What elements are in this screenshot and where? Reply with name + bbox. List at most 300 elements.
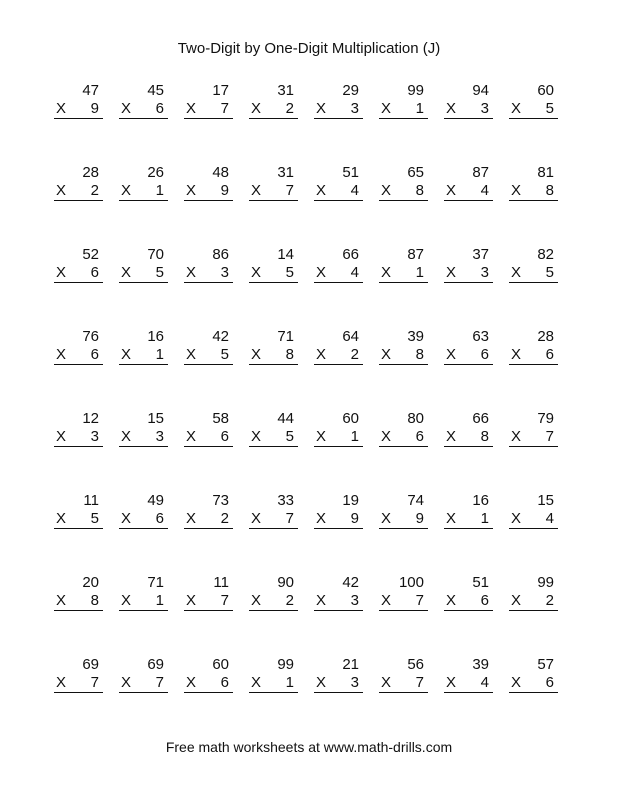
multiplicand: 12	[82, 410, 99, 427]
problem-7-5	[314, 570, 363, 652]
multiply-sign: X	[511, 674, 522, 691]
multiplier: 1	[350, 428, 359, 445]
multiplicand: 51	[342, 164, 359, 181]
multiply-sign: X	[56, 428, 67, 445]
multiplier-line	[184, 428, 233, 447]
multiplier: 9	[415, 510, 424, 527]
multiplicand: 42	[212, 328, 229, 345]
multiply-sign: X	[446, 100, 457, 117]
multiplier-line	[444, 264, 493, 283]
multiplier-line	[54, 182, 103, 201]
problem-3-3	[184, 242, 233, 324]
problem-4-2	[119, 324, 168, 406]
multiplier-line	[54, 674, 103, 693]
problem-row-7	[54, 570, 564, 652]
problem-6-6	[379, 488, 428, 570]
multiplicand: 52	[82, 246, 99, 263]
multiplier-line	[54, 428, 103, 447]
multiplier-line	[119, 100, 168, 119]
problem-1-1	[54, 78, 103, 160]
multiplier-line	[249, 428, 298, 447]
multiplier-line	[314, 592, 363, 611]
multiply-sign: X	[251, 592, 262, 609]
multiply-sign: X	[121, 592, 132, 609]
multiply-sign: X	[121, 182, 132, 199]
multiplicand: 11	[213, 574, 229, 591]
multiplicand: 69	[147, 656, 164, 673]
multiplicand: 69	[82, 656, 99, 673]
multiplier-line	[444, 428, 493, 447]
multiply-sign: X	[316, 182, 327, 199]
multiply-sign: X	[186, 100, 197, 117]
multiplier-line	[444, 182, 493, 201]
multiply-sign: X	[511, 428, 522, 445]
multiplier: 1	[415, 264, 424, 281]
multiplicand: 16	[472, 492, 489, 509]
problem-6-3	[184, 488, 233, 570]
multiply-sign: X	[511, 264, 522, 281]
multiply-sign: X	[446, 510, 457, 527]
multiplicand: 56	[407, 656, 424, 673]
multiplier-line	[249, 510, 298, 529]
multiplicand: 80	[407, 410, 424, 427]
multiplier-line	[444, 592, 493, 611]
problem-8-2	[119, 652, 168, 734]
problem-1-6	[379, 78, 428, 160]
multiplier: 7	[220, 592, 229, 609]
multiplier: 2	[285, 592, 294, 609]
multiplier-line	[119, 264, 168, 283]
multiply-sign: X	[186, 674, 197, 691]
problem-2-8	[509, 160, 558, 242]
problem-2-2	[119, 160, 168, 242]
multiplicand: 71	[277, 328, 294, 345]
multiply-sign: X	[381, 428, 392, 445]
problem-7-8	[509, 570, 558, 652]
problem-row-1	[54, 78, 564, 160]
multiplicand: 39	[472, 656, 489, 673]
multiplicand: 17	[212, 82, 229, 99]
multiplicand: 99	[277, 656, 294, 673]
multiply-sign: X	[186, 592, 197, 609]
multiplier-line	[249, 182, 298, 201]
multiplier-line	[509, 674, 558, 693]
multiplicand: 26	[147, 164, 164, 181]
multiplicand: 99	[537, 574, 554, 591]
multiplier-line	[509, 510, 558, 529]
multiplier-line	[314, 674, 363, 693]
multiplier: 3	[350, 592, 359, 609]
problem-2-7	[444, 160, 493, 242]
multiplicand: 94	[472, 82, 489, 99]
multiplicand: 28	[82, 164, 99, 181]
multiplier-line	[379, 592, 428, 611]
multiply-sign: X	[446, 264, 457, 281]
multiplier: 7	[545, 428, 554, 445]
multiply-sign: X	[56, 182, 67, 199]
multiply-sign: X	[316, 264, 327, 281]
multiplicand: 60	[342, 410, 359, 427]
multiplicand: 60	[537, 82, 554, 99]
multiplier: 7	[285, 182, 294, 199]
multiplier: 6	[90, 346, 99, 363]
multiplicand: 47	[82, 82, 99, 99]
multiply-sign: X	[186, 182, 197, 199]
problem-5-7	[444, 406, 493, 488]
multiplier: 3	[155, 428, 164, 445]
multiplicand: 44	[277, 410, 294, 427]
problem-2-4	[249, 160, 298, 242]
multiplier: 8	[545, 182, 554, 199]
multiplier-line	[379, 100, 428, 119]
problem-4-8	[509, 324, 558, 406]
multiplier-line	[54, 592, 103, 611]
multiply-sign: X	[511, 100, 522, 117]
multiplier: 6	[90, 264, 99, 281]
multiplier: 5	[545, 264, 554, 281]
multiplier: 6	[545, 674, 554, 691]
problem-4-3	[184, 324, 233, 406]
problem-1-7	[444, 78, 493, 160]
problem-5-2	[119, 406, 168, 488]
multiplier-line	[379, 346, 428, 365]
multiplier: 2	[545, 592, 554, 609]
multiplier-line	[119, 510, 168, 529]
multiply-sign: X	[381, 346, 392, 363]
multiplier-line	[119, 592, 168, 611]
multiply-sign: X	[121, 674, 132, 691]
multiplier-line	[509, 100, 558, 119]
multiplier-line	[444, 510, 493, 529]
worksheet-title: Two-Digit by One-Digit Multiplication (J)	[177, 40, 441, 57]
multiplier: 1	[285, 674, 294, 691]
multiplicand: 20	[82, 574, 99, 591]
problem-6-2	[119, 488, 168, 570]
multiplicand: 37	[472, 246, 489, 263]
footer-credit: Free math worksheets at www.math-drills.com	[165, 739, 453, 755]
multiply-sign: X	[121, 100, 132, 117]
multiply-sign: X	[251, 674, 262, 691]
multiplier: 6	[155, 510, 164, 527]
multiplier-line	[379, 510, 428, 529]
problem-row-8	[54, 652, 564, 734]
multiply-sign: X	[121, 510, 132, 527]
multiplier-line	[444, 346, 493, 365]
problem-3-2	[119, 242, 168, 324]
problem-3-5	[314, 242, 363, 324]
multiplicand: 21	[342, 656, 359, 673]
problem-6-7	[444, 488, 493, 570]
multiply-sign: X	[381, 592, 392, 609]
multiplier-line	[314, 182, 363, 201]
multiplier: 6	[415, 428, 424, 445]
multiply-sign: X	[251, 510, 262, 527]
multiplier-line	[249, 264, 298, 283]
problem-8-5	[314, 652, 363, 734]
multiplicand: 99	[407, 82, 424, 99]
multiply-sign: X	[511, 592, 522, 609]
multiplier: 6	[480, 592, 489, 609]
multiplier: 2	[220, 510, 229, 527]
multiplicand: 87	[472, 164, 489, 181]
multiply-sign: X	[186, 510, 197, 527]
multiplier-line	[54, 100, 103, 119]
problem-3-8	[509, 242, 558, 324]
problem-1-3	[184, 78, 233, 160]
multiplier: 5	[285, 428, 294, 445]
multiply-sign: X	[381, 182, 392, 199]
problem-row-6	[54, 488, 564, 570]
multiplicand: 73	[212, 492, 229, 509]
multiplier: 5	[155, 264, 164, 281]
multiplier-line	[249, 346, 298, 365]
multiplier-line	[509, 428, 558, 447]
multiplicand: 64	[342, 328, 359, 345]
multiply-sign: X	[251, 182, 262, 199]
problem-2-1	[54, 160, 103, 242]
multiplicand: 14	[277, 246, 294, 263]
multiplier-line	[314, 100, 363, 119]
multiplicand: 15	[537, 492, 554, 509]
multiplicand: 57	[537, 656, 554, 673]
problem-2-6	[379, 160, 428, 242]
multiply-sign: X	[316, 346, 327, 363]
problem-3-6	[379, 242, 428, 324]
multiply-sign: X	[251, 346, 262, 363]
multiplier: 8	[90, 592, 99, 609]
problem-7-4	[249, 570, 298, 652]
problem-row-2	[54, 160, 564, 242]
problem-4-5	[314, 324, 363, 406]
multiplier: 5	[285, 264, 294, 281]
multiplier-line	[379, 674, 428, 693]
multiply-sign: X	[56, 346, 67, 363]
multiply-sign: X	[446, 592, 457, 609]
multiplicand: 100	[398, 574, 424, 591]
multiplicand: 16	[147, 328, 164, 345]
problem-1-5	[314, 78, 363, 160]
multiplier-line	[184, 182, 233, 201]
multiplier: 2	[350, 346, 359, 363]
problem-7-7	[444, 570, 493, 652]
multiplier-line	[249, 100, 298, 119]
multiplier-line	[509, 264, 558, 283]
problem-8-3	[184, 652, 233, 734]
multiply-sign: X	[121, 428, 132, 445]
multiplier: 7	[220, 100, 229, 117]
multiplier: 6	[220, 674, 229, 691]
problem-8-4	[249, 652, 298, 734]
multiplicand: 31	[277, 82, 294, 99]
multiplier: 3	[90, 428, 99, 445]
multiplier-line	[184, 674, 233, 693]
problem-6-5	[314, 488, 363, 570]
multiplicand: 31	[277, 164, 294, 181]
multiplicand: 60	[212, 656, 229, 673]
problem-8-8	[509, 652, 558, 734]
problem-row-3	[54, 242, 564, 324]
multiplier: 8	[415, 182, 424, 199]
multiplier-line	[314, 346, 363, 365]
multiplier: 3	[220, 264, 229, 281]
multiplier-line	[184, 592, 233, 611]
multiplier: 9	[90, 100, 99, 117]
multiplicand: 66	[472, 410, 489, 427]
multiplier-line	[444, 674, 493, 693]
multiply-sign: X	[186, 264, 197, 281]
multiply-sign: X	[316, 100, 327, 117]
multiplier: 7	[155, 674, 164, 691]
problem-5-3	[184, 406, 233, 488]
multiplier: 3	[480, 100, 489, 117]
multiplier-line	[119, 182, 168, 201]
problem-7-2	[119, 570, 168, 652]
multiplicand: 51	[472, 574, 489, 591]
multiply-sign: X	[316, 592, 327, 609]
multiplicand: 65	[407, 164, 424, 181]
problem-7-6	[379, 570, 428, 652]
multiplicand: 76	[82, 328, 99, 345]
multiplier-line	[444, 100, 493, 119]
multiplier: 4	[545, 510, 554, 527]
multiplicand: 58	[212, 410, 229, 427]
multiplier-line	[119, 346, 168, 365]
multiplicand: 86	[212, 246, 229, 263]
multiplier: 4	[350, 182, 359, 199]
multiply-sign: X	[381, 264, 392, 281]
problem-grid	[54, 78, 564, 734]
multiplicand: 39	[407, 328, 424, 345]
multiplicand: 45	[147, 82, 164, 99]
problem-6-8	[509, 488, 558, 570]
multiplier-line	[54, 510, 103, 529]
multiplicand: 33	[277, 492, 294, 509]
problem-5-5	[314, 406, 363, 488]
multiplier-line	[184, 346, 233, 365]
multiplicand: 81	[537, 164, 554, 181]
multiplier: 9	[350, 510, 359, 527]
multiply-sign: X	[56, 264, 67, 281]
multiplier-line	[314, 510, 363, 529]
multiplier: 6	[220, 428, 229, 445]
multiply-sign: X	[511, 346, 522, 363]
multiplicand: 66	[342, 246, 359, 263]
problem-1-4	[249, 78, 298, 160]
problem-5-4	[249, 406, 298, 488]
multiplicand: 71	[147, 574, 164, 591]
multiplier: 9	[220, 182, 229, 199]
problem-7-3	[184, 570, 233, 652]
multiplier-line	[249, 592, 298, 611]
multiply-sign: X	[251, 428, 262, 445]
multiply-sign: X	[446, 428, 457, 445]
multiply-sign: X	[186, 428, 197, 445]
problem-1-8	[509, 78, 558, 160]
multiplier: 1	[480, 510, 489, 527]
multiply-sign: X	[381, 100, 392, 117]
multiplier-line	[379, 264, 428, 283]
problem-3-4	[249, 242, 298, 324]
multiplicand: 63	[472, 328, 489, 345]
problem-8-1	[54, 652, 103, 734]
multiply-sign: X	[316, 428, 327, 445]
multiplier: 6	[545, 346, 554, 363]
problem-row-5	[54, 406, 564, 488]
multiplier: 8	[285, 346, 294, 363]
multiplier: 2	[90, 182, 99, 199]
problem-3-7	[444, 242, 493, 324]
multiply-sign: X	[121, 346, 132, 363]
multiplier-line	[184, 100, 233, 119]
problem-4-7	[444, 324, 493, 406]
multiply-sign: X	[381, 674, 392, 691]
multiplier: 3	[350, 100, 359, 117]
multiply-sign: X	[186, 346, 197, 363]
multiplier: 7	[415, 592, 424, 609]
multiplicand: 90	[277, 574, 294, 591]
multiplier: 7	[415, 674, 424, 691]
multiplier-line	[509, 182, 558, 201]
multiplicand: 82	[537, 246, 554, 263]
multiply-sign: X	[381, 510, 392, 527]
multiplicand: 49	[147, 492, 164, 509]
multiply-sign: X	[251, 264, 262, 281]
multiplier: 5	[90, 510, 99, 527]
multiply-sign: X	[446, 674, 457, 691]
multiplier: 1	[155, 592, 164, 609]
multiplier: 4	[350, 264, 359, 281]
multiplier: 1	[155, 182, 164, 199]
multiplicand: 15	[147, 410, 164, 427]
problem-5-8	[509, 406, 558, 488]
multiplicand: 87	[407, 246, 424, 263]
multiply-sign: X	[446, 346, 457, 363]
multiply-sign: X	[121, 264, 132, 281]
problem-row-4	[54, 324, 564, 406]
multiplier-line	[54, 264, 103, 283]
multiplier-line	[379, 182, 428, 201]
multiplicand: 19	[342, 492, 359, 509]
problem-5-1	[54, 406, 103, 488]
multiplicand: 28	[537, 328, 554, 345]
multiplier-line	[119, 428, 168, 447]
multiplier: 8	[480, 428, 489, 445]
multiplier-line	[54, 346, 103, 365]
problem-7-1	[54, 570, 103, 652]
multiply-sign: X	[446, 182, 457, 199]
problem-4-1	[54, 324, 103, 406]
problem-2-3	[184, 160, 233, 242]
multiply-sign: X	[316, 674, 327, 691]
multiplier: 6	[480, 346, 489, 363]
multiplier: 5	[220, 346, 229, 363]
multiplier-line	[184, 264, 233, 283]
multiplier-line	[509, 592, 558, 611]
multiplier-line	[184, 510, 233, 529]
multiplier-line	[379, 428, 428, 447]
problem-2-5	[314, 160, 363, 242]
problem-3-1	[54, 242, 103, 324]
multiplier-line	[509, 346, 558, 365]
multiplier: 3	[350, 674, 359, 691]
multiplier: 6	[155, 100, 164, 117]
multiplicand: 74	[407, 492, 424, 509]
multiply-sign: X	[56, 674, 67, 691]
multiplier-line	[314, 428, 363, 447]
multiplier-line	[314, 264, 363, 283]
multiplier-line	[249, 674, 298, 693]
problem-4-4	[249, 324, 298, 406]
